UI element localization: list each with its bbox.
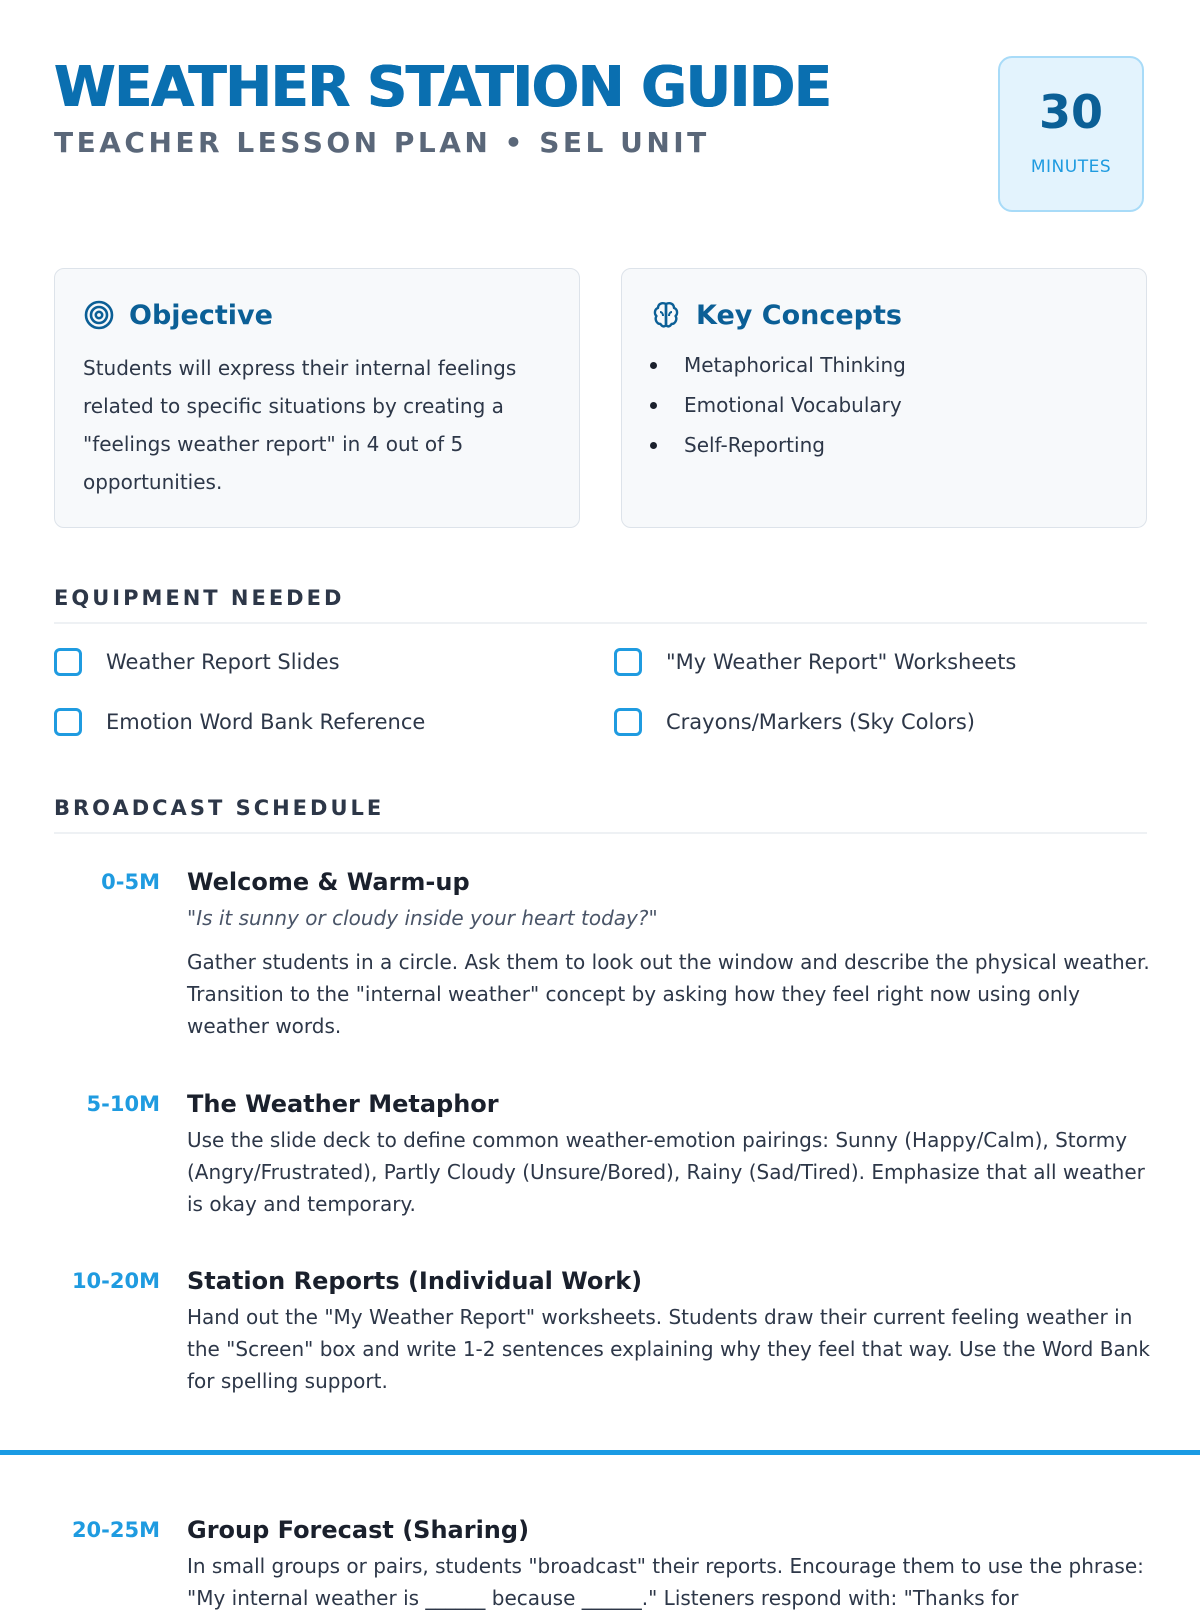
schedule-content [187, 866, 1150, 1042]
equipment-item-slides[interactable] [54, 645, 340, 679]
equipment-section-title: EQUIPMENT NEEDED [54, 586, 1147, 624]
schedule-description: Hand out the "My Weather Report" worksheets. Students draw their current feeling weather in the "Screen" box and write 1-2 sentences explaining why they feel that way. Use the Word Bank for spelling support. [187, 1305, 1150, 1393]
objective-title: Objective [129, 299, 273, 331]
schedule-section-title: BROADCAST SCHEDULE [54, 796, 1147, 834]
schedule-content [187, 1088, 1150, 1220]
schedule-content [187, 1514, 1150, 1614]
checkbox[interactable] [54, 708, 82, 736]
equipment-item-word-bank[interactable] [54, 705, 425, 739]
page-title: WEATHER STATION GUIDE [54, 55, 831, 120]
target-icon [83, 299, 115, 331]
objective-header [83, 297, 273, 333]
schedule-time: 20-25M [71, 1518, 160, 1542]
schedule-content [187, 1265, 1150, 1397]
concept-item: Self-Reporting [650, 425, 906, 465]
schedule-description: Use the slide deck to define common weather-emotion pairings: Sunny (Happy/Calm), Stormy (Angry/Frustrated), Partly Cloudy (Unsure/Bored), Rainy (Sad/Tired). Emphasize that all weather is okay and temporary. [187, 1128, 1145, 1216]
key-concepts-card [621, 268, 1147, 528]
schedule-heading: Welcome & Warm-up [187, 868, 470, 896]
key-concepts-list [650, 345, 906, 465]
concept-item: Metaphorical Thinking [650, 345, 906, 385]
checkbox[interactable] [614, 708, 642, 736]
page-break-divider [0, 1450, 1200, 1455]
schedule-description: Gather students in a circle. Ask them to look out the window and describe the physical weather. Transition to the "internal weather" concept by asking how they feel right now using only weather words. [187, 950, 1150, 1038]
duration-badge [998, 56, 1144, 212]
equipment-label: Weather Report Slides [106, 650, 340, 674]
duration-unit: MINUTES [1030, 157, 1112, 177]
checkbox[interactable] [614, 648, 642, 676]
schedule-time: 0-5M [101, 870, 160, 894]
equipment-item-crayons[interactable] [614, 705, 975, 739]
schedule-description: In small groups or pairs, students "broadcast" their reports. Encourage them to use the phrase: "My internal weather is ______ because ______." Listeners respond with: "Thanks for [187, 1554, 1144, 1610]
equipment-item-worksheets[interactable] [614, 645, 1016, 679]
brain-icon [650, 299, 682, 331]
schedule-heading: Group Forecast (Sharing) [187, 1516, 530, 1544]
objective-card [54, 268, 580, 528]
key-concepts-header [650, 297, 902, 333]
schedule-heading: The Weather Metaphor [187, 1090, 499, 1118]
schedule-time: 10-20M [71, 1269, 160, 1293]
duration-value: 30 [1038, 85, 1103, 139]
schedule-heading: Station Reports (Individual Work) [187, 1267, 643, 1295]
equipment-label: Crayons/Markers (Sky Colors) [666, 710, 975, 734]
schedule-quote: "Is it sunny or cloudy inside your heart today?" [187, 906, 658, 930]
concept-item: Emotional Vocabulary [650, 385, 906, 425]
page-header [54, 56, 1147, 216]
equipment-label: Emotion Word Bank Reference [106, 710, 426, 734]
checkbox[interactable] [54, 648, 82, 676]
objective-text: Students will express their internal feelings related to specific situations by creating a "feelings weather report" in 4 out of 5 opportunities. [83, 356, 517, 494]
schedule-time: 5-10M [86, 1092, 160, 1116]
key-concepts-title: Key Concepts [696, 299, 902, 331]
page-subtitle: TEACHER LESSON PLAN • SEL UNIT [54, 126, 710, 159]
equipment-label: "My Weather Report" Worksheets [666, 650, 1017, 674]
